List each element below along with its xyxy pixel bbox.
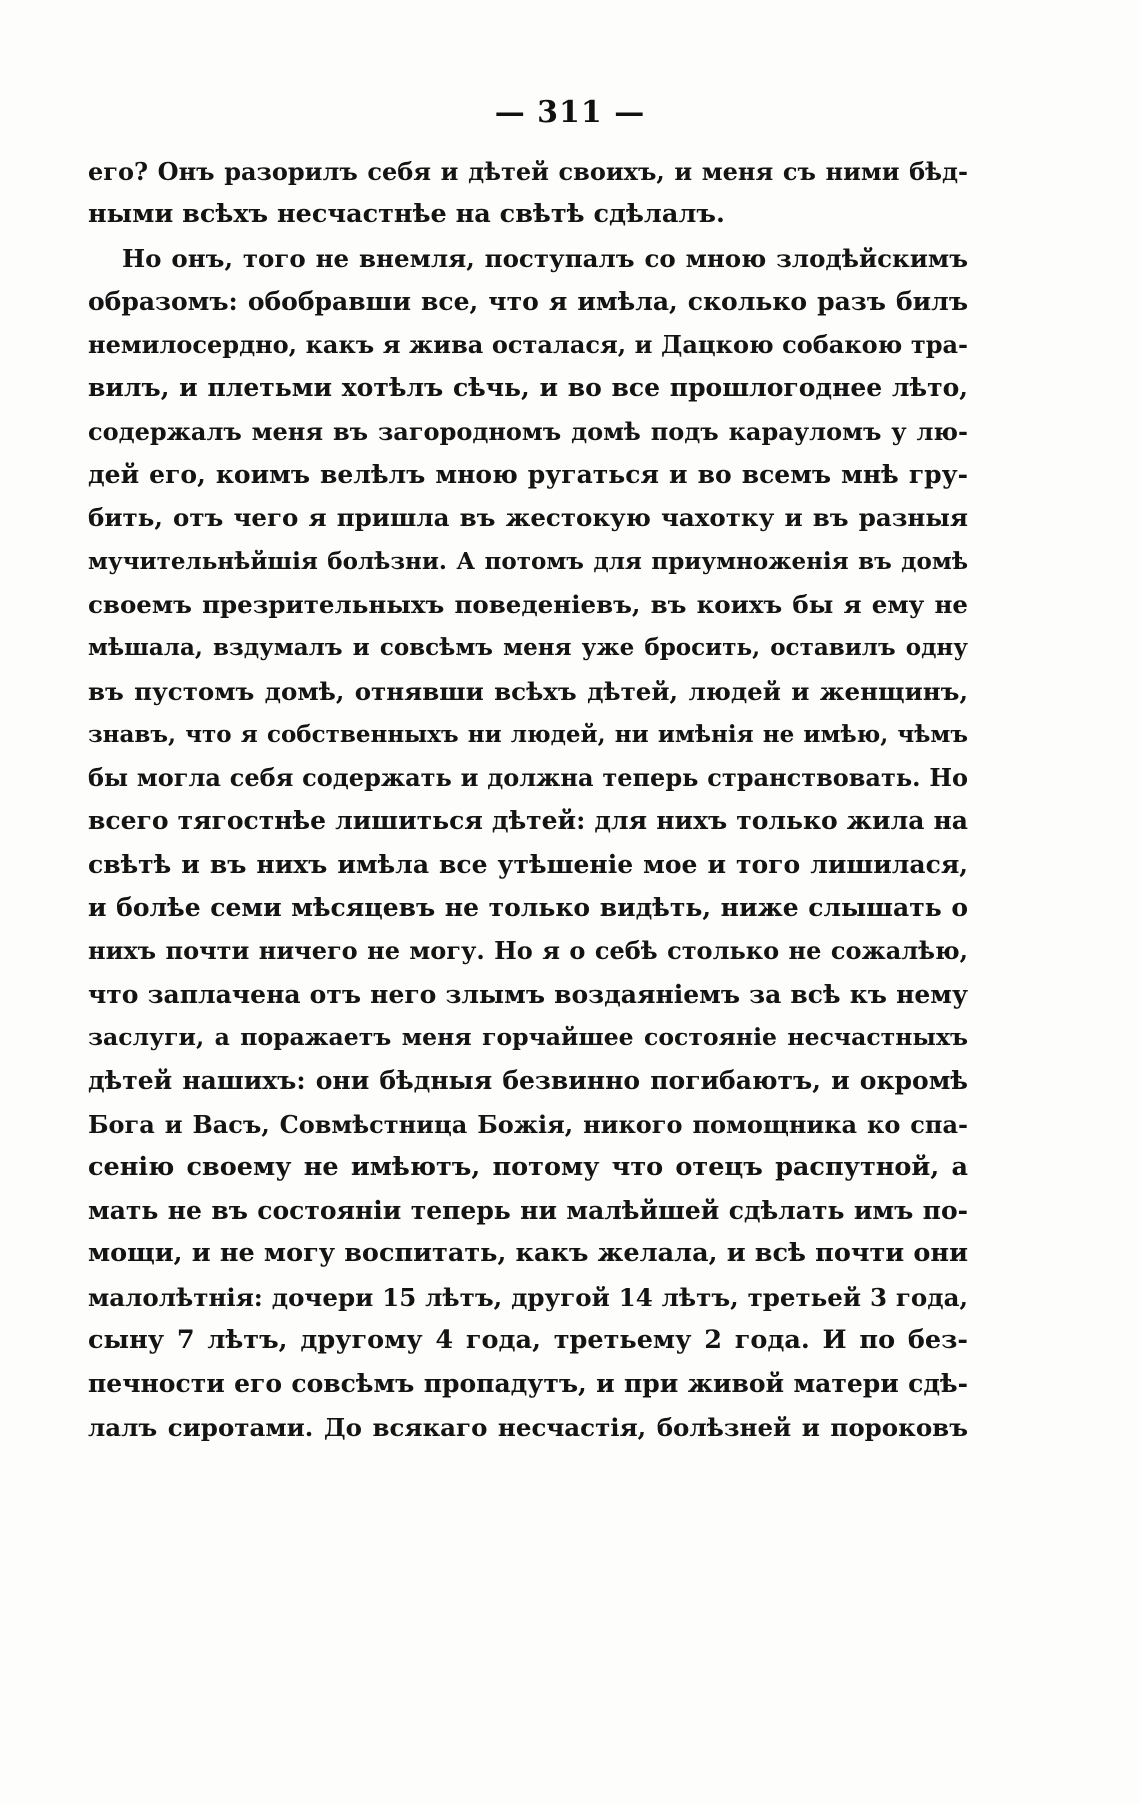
text-line: лалъ сиротами. До всякаго несчастія, болѣзней и пороковъ [88,1412,968,1442]
text-line: мощи, и не могу воспитать, какъ желала, и всѣ почти они [88,1238,968,1269]
text-line: что заплачена отъ него злымъ воздаяніемъ за всѣ къ нему [88,979,968,1009]
text-line: малолѣтнія: дочери 15 лѣтъ, другой 14 лѣтъ, третьей 3 года, [88,1282,968,1312]
text-line: сенію своему не имѣютъ, потому что отецъ распутной, а [88,1151,968,1182]
text-line: дѣтей нашихъ: они бѣдныя безвинно погибаютъ, и окромѣ [88,1066,968,1096]
text-line: содержалъ меня въ загородномъ домѣ подъ карауломъ у лю- [88,416,968,446]
text-line: бы могла себя содержать и должна теперь странствовать. Но [88,763,968,793]
text-line: заслуги, а поражаетъ меня горчайшее состояніе несчастныхъ [88,1022,968,1051]
text-line: своемъ презрительныхъ поведеніевъ, въ коихъ бы я ему не [88,589,968,619]
text-line: сыну 7 лѣтъ, другому 4 года, третьему 2 года. И по без- [88,1325,968,1356]
text-line: Бога и Васъ, Совмѣстница Божія, никого помощника ко спа- [88,1109,968,1139]
text-line: печности его совсѣмъ пропадутъ, и при живой матери сдѣ- [88,1369,968,1399]
text-line: мѣшала, вздумалъ и совсѣмъ меня уже бросить, оставилъ одну [88,634,968,662]
text-line: знавъ, что я собственныхъ ни людей, ни имѣнія не имѣю, чѣмъ [88,720,968,748]
text-line: его? Онъ разорилъ себя и дѣтей своихъ, и меня съ ними бѣд- [88,157,968,186]
body-text [88,150,968,1449]
text-line: немилосердно, какъ я жива осталася, и Дацкою собакою тра- [88,330,968,360]
text-line: свѣтѣ и въ нихъ имѣла все утѣшеніе мое и того лишилася, [88,849,968,879]
paragraph-start-line: Но онъ, того не внемля, поступалъ со мною злодѣйскимъ [122,243,968,273]
text-line: и болѣе семи мѣсяцевъ не только видѣть, ниже слышать о [88,893,968,923]
text-line: дей его, коимъ велѣлъ мною ругаться и во всемъ мнѣ гру- [88,460,968,490]
text-line: образомъ: обобравши все, что я имѣла, сколько разъ билъ [88,286,968,316]
text-line: нихъ почти ничего не могу. Но я о себѣ столько не сожалѣю, [88,936,968,966]
text-line: мучительнѣйшія болѣзни. А потомъ для приумноженія въ домѣ [88,547,968,575]
text-line: вилъ, и плетьми хотѣлъ сѣчь, и во все прошлогоднее лѣто, [88,373,968,403]
text-line: мать не въ состояніи теперь ни малѣйшей сдѣлать имъ по- [88,1196,968,1226]
text-line: бить, отъ чего я пришла въ жестокую чахотку и въ разныя [88,503,968,533]
text-line: всего тягостнѣе лишиться дѣтей: для нихъ только жила на [88,806,968,836]
text-line: въ пустомъ домѣ, отнявши всѣхъ дѣтей, людей и женщинъ, [88,676,968,706]
page-number: — 311 — [494,95,646,130]
text-line: ными всѣхъ несчастнѣе на свѣтѣ сдѣлалъ. [88,199,725,230]
